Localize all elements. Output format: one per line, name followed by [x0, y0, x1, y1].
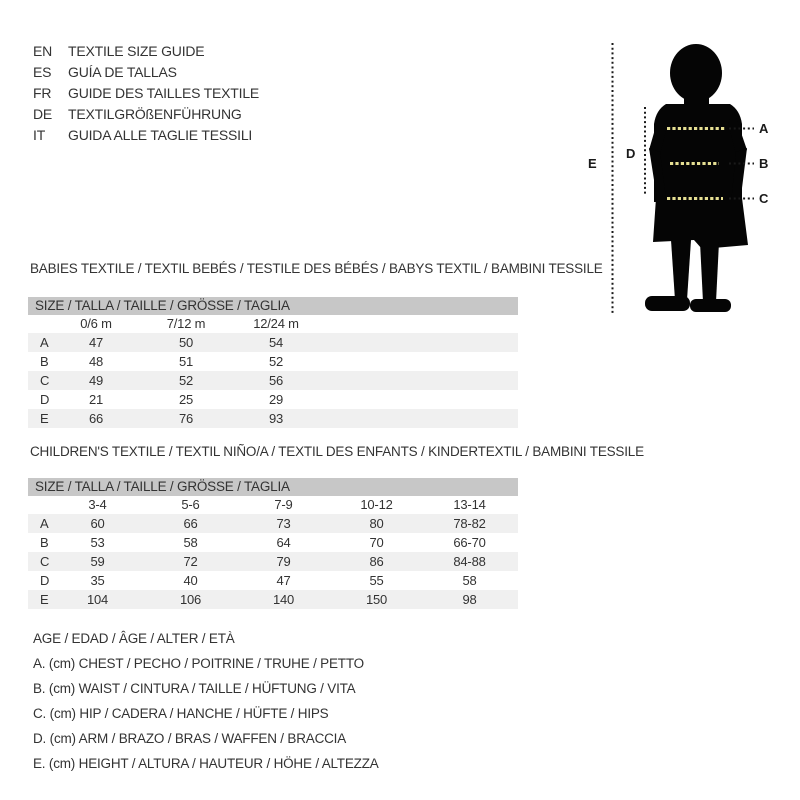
table-row [28, 590, 518, 609]
list-item [33, 104, 259, 125]
table-cell: 56 [268, 373, 284, 388]
list-item [33, 41, 259, 62]
children-size-table [28, 478, 518, 609]
row-label-spacer [28, 315, 51, 333]
table-cell: 106 [179, 592, 202, 607]
row-label: C [40, 554, 50, 569]
language-code: EN [33, 43, 53, 59]
table-cell: 66 [88, 411, 104, 426]
row-label: C [40, 373, 50, 388]
table-cell: 59 [90, 554, 105, 569]
column-header: 5-6 [181, 497, 200, 512]
table-row [28, 390, 518, 409]
row-label: D [40, 392, 50, 407]
table-row [28, 371, 518, 390]
measure-label-d: D [626, 146, 636, 161]
row-label-spacer [28, 496, 51, 514]
row-label: A [40, 516, 49, 531]
language-code: ES [33, 64, 52, 80]
table-row [28, 333, 518, 352]
row-label: B [40, 535, 49, 550]
table-cell: 52 [268, 354, 284, 369]
table-cell: 72 [183, 554, 198, 569]
table-cell: 58 [183, 535, 198, 550]
table-cell: 52 [178, 373, 194, 388]
row-label: D [40, 573, 50, 588]
row-label: E [40, 411, 49, 426]
list-item [33, 83, 259, 104]
table-row [28, 552, 518, 571]
list-item [33, 125, 259, 146]
column-header: 3-4 [88, 497, 107, 512]
row-label: E [40, 592, 49, 607]
language-code: DE [33, 106, 53, 122]
measure-label-b: B [759, 156, 769, 171]
measurement-legend [33, 626, 379, 776]
legend-item-chest: A. (cm) CHEST / PECHO / POITRINE / TRUHE / PETTO [33, 656, 364, 671]
table-cell: 78-82 [453, 516, 486, 531]
table-cell: 25 [178, 392, 194, 407]
table-cell: 86 [369, 554, 384, 569]
guide-title: TEXTILGRÖßENFÜHRUNG [68, 106, 242, 122]
table-cell: 73 [276, 516, 291, 531]
row-label: B [40, 354, 49, 369]
table-cell: 54 [268, 335, 284, 350]
guide-title: TEXTILE SIZE GUIDE [68, 43, 205, 59]
children-section-title: CHILDREN'S TEXTILE / TEXTIL NIÑO/A / TEXTIL DES ENFANTS / KINDERTEXTIL / BAMBINI TESSILE [30, 444, 644, 459]
table-cell: 49 [88, 373, 104, 388]
table-cell: 84-88 [453, 554, 486, 569]
table-cell: 93 [268, 411, 284, 426]
legend-item-hip: C. (cm) HIP / CADERA / HANCHE / HÜFTE / HIPS [33, 706, 329, 721]
table-cell: 80 [369, 516, 384, 531]
column-header: 7/12 m [166, 316, 206, 331]
table-cell: 40 [183, 573, 198, 588]
language-code: FR [33, 85, 52, 101]
size-header-bar: SIZE / TALLA / TAILLE / GRÖSSE / TAGLIA [28, 478, 518, 496]
table-cell: 66-70 [453, 535, 486, 550]
table-cell: 104 [86, 592, 109, 607]
measure-label-e: E [588, 156, 597, 171]
table-row [28, 571, 518, 590]
table-cell: 47 [88, 335, 104, 350]
table-cell: 60 [90, 516, 105, 531]
table-cell: 64 [276, 535, 291, 550]
table-cell: 29 [268, 392, 284, 407]
list-item [33, 62, 259, 83]
measure-label-a: A [759, 121, 769, 136]
language-title-list [33, 41, 259, 146]
legend-age-line: AGE / EDAD / ÂGE / ALTER / ETÀ [33, 631, 235, 646]
child-silhouette [645, 44, 748, 312]
guide-title: GUÍA DE TALLAS [68, 64, 177, 80]
table-cell: 21 [88, 392, 104, 407]
table-cell: 140 [272, 592, 295, 607]
table-cell: 55 [369, 573, 384, 588]
guide-title: GUIDE DES TAILLES TEXTILE [68, 85, 260, 101]
language-code: IT [33, 127, 46, 143]
table-cell: 79 [276, 554, 291, 569]
column-header: 13-14 [453, 497, 486, 512]
legend-item-waist: B. (cm) WAIST / CINTURA / TAILLE / HÜFTUNG / VITA [33, 681, 356, 696]
child-silhouette-figure [578, 26, 798, 318]
table-cell: 53 [90, 535, 105, 550]
column-header-row [28, 496, 518, 514]
table-cell: 150 [365, 592, 388, 607]
measure-label-c: C [759, 191, 769, 206]
table-cell: 50 [178, 335, 194, 350]
table-cell: 47 [276, 573, 291, 588]
column-header-row [28, 315, 518, 333]
table-cell: 58 [462, 573, 477, 588]
table-cell: 66 [183, 516, 198, 531]
table-row [28, 352, 518, 371]
table-cell: 51 [178, 354, 194, 369]
table-row [28, 409, 518, 428]
table-cell: 76 [178, 411, 194, 426]
column-header: 12/24 m [253, 316, 299, 331]
legend-item-arm: D. (cm) ARM / BRAZO / BRAS / WAFFEN / BRACCIA [33, 731, 347, 746]
column-header: 10-12 [360, 497, 393, 512]
table-cell: 35 [90, 573, 105, 588]
babies-section-title: BABIES TEXTILE / TEXTIL BEBÉS / TESTILE DES BÉBÉS / BABYS TEXTIL / BAMBINI TESSILE [30, 261, 603, 276]
column-header: 0/6 m [80, 316, 112, 331]
size-header-bar: SIZE / TALLA / TAILLE / GRÖSSE / TAGLIA [28, 297, 518, 315]
table-cell: 48 [88, 354, 104, 369]
column-header: 7-9 [274, 497, 293, 512]
guide-title: GUIDA ALLE TAGLIE TESSILI [68, 127, 253, 143]
table-row [28, 514, 518, 533]
table-cell: 70 [369, 535, 384, 550]
babies-size-table [28, 297, 518, 428]
row-label: A [40, 335, 49, 350]
table-row [28, 533, 518, 552]
table-cell: 98 [462, 592, 477, 607]
legend-item-height: E. (cm) HEIGHT / ALTURA / HAUTEUR / HÖHE / ALTEZZA [33, 756, 379, 771]
